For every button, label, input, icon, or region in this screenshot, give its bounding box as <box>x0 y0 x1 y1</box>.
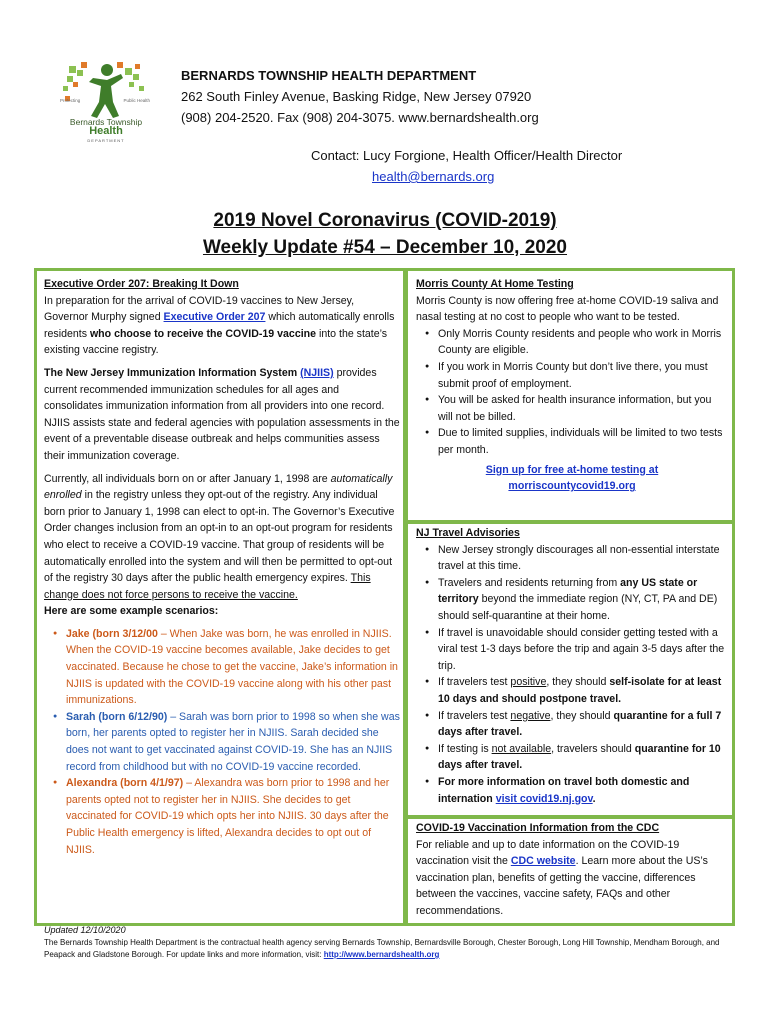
text-span: beyond the immediate region (NY, CT, PA and DE) should self-quarantine at their home. <box>438 593 718 622</box>
section-heading: NJ Travel Advisories <box>416 527 520 539</box>
cdc-section <box>416 820 728 920</box>
contact-block <box>311 145 711 187</box>
text-span: , they should <box>546 676 610 689</box>
section-heading: Executive Order 207: Breaking It Down <box>44 278 239 290</box>
logo-tag-right: Public Health <box>123 98 150 103</box>
list-item: ● Only Morris County residents and people who work in Morris County are eligible. <box>416 326 728 359</box>
logo-line2: Health <box>89 125 123 137</box>
cdc-website-link[interactable]: CDC website <box>510 855 576 868</box>
org-name: BERNARDS TOWNSHIP HEALTH DEPARTMENT <box>181 68 477 83</box>
text-span: provides current recommended immunization schedules for all ages and consolidates immunization information from all providers into one record. NJIIS assists state and federal agencies with population assessments in the event of a preventable disease outbreak and helps communities assess their immunization coverage. <box>44 366 400 462</box>
updated-date: Updated 12/10/2020 <box>44 925 126 935</box>
text-span: The Bernards Township Health Department is the contractual health agency serving Bernards Township, Bernardsville Borough, Chester Borough, Long Hill Township, Mendham Borough, and Peapack and Gladstone Borough. For update links and more information, visit: <box>44 938 720 959</box>
logo-tag-left: Protecting <box>60 98 81 103</box>
text-span: , travelers should <box>551 742 635 755</box>
scenario-name: Alexandra (born 4/1/97) <box>66 777 184 790</box>
text-span: into the state’s existing vaccine registry. <box>44 327 388 357</box>
text-span: , they should <box>550 709 614 722</box>
list-item: ● You will be asked for health insurance information, but you will not be billed. <box>416 392 728 425</box>
covid19-nj-link[interactable]: visit covid19.nj.gov <box>495 792 593 805</box>
bold-span: quarantine for a full 7 days after travel. <box>438 709 722 739</box>
letterhead <box>181 65 701 128</box>
signup-link-block <box>416 462 728 495</box>
underline-span: negative <box>510 709 551 722</box>
bold-span: any US state or territory <box>438 576 698 606</box>
signup-link-line1[interactable]: Sign up for free at-home testing at <box>485 463 659 476</box>
italic-span: automatically enrolled <box>44 472 393 502</box>
list-item: ● Due to limited supplies, individuals will be limited to two tests per month. <box>416 425 728 458</box>
paragraph <box>44 365 400 465</box>
scenario-name: Jake (born 3/12/00 <box>66 627 158 640</box>
bold-span: quarantine for 10 days after travel. <box>438 742 721 772</box>
logo-line1: Bernards Township <box>69 117 143 127</box>
text-span: For reliable and up to date information on the COVID-19 vaccination visit the <box>416 838 680 868</box>
bold-span: Here are some example scenarios: <box>44 605 219 618</box>
text-span: which automatically enrolls residents <box>44 311 395 340</box>
list-item: ● If travel is unavoidable should consider getting tested with a viral test 1-3 days before the trip and again 3-5 days after the trip. <box>416 625 728 675</box>
underline-span: This change does not force persons to receive the vaccine. <box>44 572 371 601</box>
bold-span: who choose to receive the COVID-19 vaccine <box>89 327 317 340</box>
title-line2: Weekly Update #54 – December 10, 2020 <box>202 237 568 258</box>
underline-span: not available <box>491 742 552 755</box>
phone-line: (908) 204-2520. Fax (908) 204-3075. www.bernardshealth.org <box>181 110 539 125</box>
footer <box>44 924 744 961</box>
text-span: If travelers test <box>438 676 511 689</box>
morris-testing-section <box>416 276 728 495</box>
logo-line3: DEPARTMENT <box>87 138 125 143</box>
scenario-list <box>44 626 400 858</box>
text-span: in the registry unless they opt-out of the registry. Any individual born prior to January 1, 1998 can elect to opt-in. The Governor’s Executive Order changes inclusion from an opt-in to an opt-out program for residents who elect to receive a COVID-19 vaccine. That group of residents will be automatically enrolled into the system and will then be permitted to opt-out of the registry 30 days after the public health emergency expires. <box>44 489 395 585</box>
list-item: ● New Jersey strongly discourages all non-essential interstate travel at this time. <box>416 542 728 575</box>
text-span: Currently, all individuals born on or after January 1, 1998 are <box>44 472 331 485</box>
title-line1: 2019 Novel Coronavirus (COVID-2019) <box>213 210 557 231</box>
bold-span: self-isolate for at least 10 days and should postpone travel. <box>438 676 722 705</box>
contact-line: Contact: Lucy Forgione, Health Officer/Health Director <box>311 148 623 163</box>
bernardshealth-link[interactable]: http://www.bernardshealth.org <box>323 950 440 959</box>
text-span: . Learn more about the US’s vaccination plan, benefits of getting the vaccine, differences between the vaccines, vaccine safety, FAQs and other recommendations. <box>416 855 708 917</box>
list-item <box>416 708 728 741</box>
scenario-text: – Sarah was born prior to 1998 so when she was born, her parents opted to register her in NJIIS. Sarah decided she does not want to get vaccinated against COVID-19. She has an NJIIS record from childhood but with no COVID-19 vaccine recorded. <box>66 710 400 773</box>
paragraph: Morris County is now offering free at-home COVID-19 saliva and nasal testing at no cost to people who want to be tested. <box>416 294 719 324</box>
bold-span: . <box>592 792 596 805</box>
executive-order-section <box>44 276 400 858</box>
travel-advisories-section <box>416 525 728 807</box>
signup-link-line2[interactable]: morriscountycovid19.org <box>508 480 636 493</box>
list-item <box>44 775 400 858</box>
underline-span: positive <box>510 676 547 689</box>
travel-bullets <box>416 542 728 808</box>
scenario-text: – Alexandra was born prior to 1998 and her parents opted not to register her in NJIIS. She decides to get vaccinated for COVID-19 which opts her into NJIIS. 30 days after the Public Health emergency is lifted, Alexandra decides to opt out of NJIIS. <box>66 777 390 856</box>
executive-order-link[interactable]: Executive Order 207 <box>163 311 266 324</box>
text-span: If travelers test <box>438 709 511 722</box>
paragraph <box>416 837 728 920</box>
logo-text <box>52 118 160 145</box>
list-item <box>44 626 400 709</box>
list-item <box>416 741 728 774</box>
text-span: If testing is <box>438 742 492 755</box>
paragraph <box>44 293 400 359</box>
page-title <box>0 207 770 261</box>
njiis-link[interactable]: (NJIIS) <box>300 366 334 379</box>
text-span: Travelers and residents returning from <box>438 576 621 589</box>
list-item <box>44 709 400 775</box>
text-span: In preparation for the arrival of COVID-19 vaccines to New Jersey, Governor Murphy signed <box>44 294 355 324</box>
section-heading: COVID-19 Vaccination Information from the CDC <box>416 822 660 834</box>
list-item <box>416 575 728 625</box>
address: 262 South Finley Avenue, Basking Ridge, New Jersey 07920 <box>181 89 532 104</box>
logo-tags <box>60 98 150 103</box>
email-link[interactable]: health@bernards.org <box>372 169 495 184</box>
list-item <box>416 774 728 807</box>
footer-text <box>44 937 744 961</box>
list-item <box>416 674 728 707</box>
bold-span: For more information on travel both domestic and internation <box>438 775 690 805</box>
section-heading: Morris County At Home Testing <box>416 278 574 290</box>
scenario-name: Sarah (born 6/12/90) <box>66 710 168 723</box>
morris-bullets <box>416 326 728 459</box>
paragraph <box>44 471 400 620</box>
bold-span: The New Jersey Immunization Information System <box>44 366 301 379</box>
scenario-text: – When Jake was born, he was enrolled in NJIIS. When the COVID-19 vaccine becomes available, Jake decides to get vaccinated. Because he chose to get the vaccine, Jake’s information in NJIIS is updated with the COVID-19 vaccine along with his other past immunizations. <box>66 627 398 707</box>
list-item: ● If you work in Morris County but don’t live there, you must submit proof of employment. <box>416 359 728 392</box>
